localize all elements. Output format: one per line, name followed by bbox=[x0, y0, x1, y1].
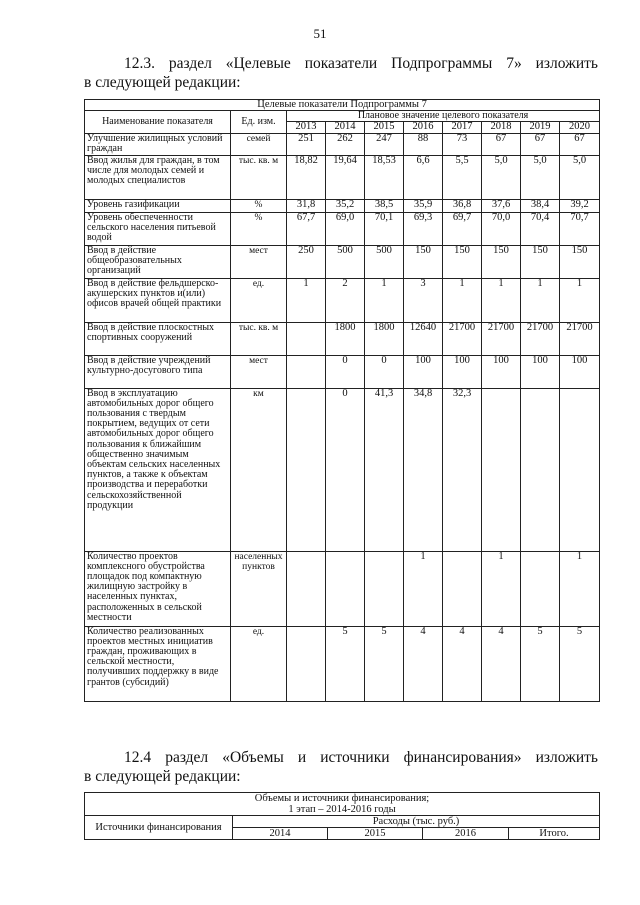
indicator-unit: ед. bbox=[231, 278, 287, 322]
indicator-value: 1 bbox=[482, 551, 521, 626]
year-header: 2017 bbox=[443, 122, 482, 133]
word: и bbox=[297, 749, 307, 766]
indicator-value: 1800 bbox=[365, 322, 404, 355]
indicator-row bbox=[85, 133, 600, 155]
indicator-value: 4 bbox=[482, 626, 521, 701]
indicator-value: 100 bbox=[560, 355, 600, 388]
indicator-value: 31,8 bbox=[287, 199, 326, 212]
indicator-unit: мест bbox=[231, 355, 287, 388]
word: раздел bbox=[168, 55, 212, 72]
indicator-value: 19,64 bbox=[326, 155, 365, 199]
indicator-value: 70,7 bbox=[560, 212, 600, 245]
indicator-value: 1 bbox=[560, 278, 600, 322]
indicator-value bbox=[521, 551, 560, 626]
word: изложить bbox=[535, 749, 598, 766]
indicator-value: 67,7 bbox=[287, 212, 326, 245]
indicator-value: 41,3 bbox=[365, 388, 404, 551]
indicator-name: Улучшение жилищных условий граждан bbox=[85, 133, 231, 155]
indicator-value: 73 bbox=[443, 133, 482, 155]
finance-total-header: Итого. bbox=[509, 828, 600, 840]
indicator-value bbox=[560, 388, 600, 551]
indicator-value bbox=[287, 355, 326, 388]
indicator-value: 100 bbox=[404, 355, 443, 388]
word: раздел bbox=[165, 749, 209, 766]
indicator-value: 251 bbox=[287, 133, 326, 155]
indicator-value: 1 bbox=[404, 551, 443, 626]
column-header-costs: Расходы (тыс. руб.) bbox=[233, 816, 600, 828]
year-header: 2018 bbox=[482, 122, 521, 133]
finance-caption-line-2: 1 этап – 2014-2016 годы bbox=[288, 804, 396, 815]
indicator-value: 1 bbox=[365, 278, 404, 322]
indicator-unit: км bbox=[231, 388, 287, 551]
indicator-value: 1 bbox=[482, 278, 521, 322]
indicator-unit: ед. bbox=[231, 626, 287, 701]
word: 12.3. bbox=[124, 55, 155, 72]
indicator-value: 150 bbox=[560, 245, 600, 278]
year-header: 2013 bbox=[287, 122, 326, 133]
indicator-value bbox=[287, 388, 326, 551]
indicator-value: 34,8 bbox=[404, 388, 443, 551]
indicator-name: Ввод в действие общеобразовательных организаций bbox=[85, 245, 231, 278]
word: источники bbox=[320, 749, 390, 766]
indicator-value: 12640 bbox=[404, 322, 443, 355]
word: «Целевые bbox=[225, 55, 291, 72]
indicator-value: 35,9 bbox=[404, 199, 443, 212]
indicator-value: 4 bbox=[404, 626, 443, 701]
year-header: 2014 bbox=[326, 122, 365, 133]
targets-table bbox=[84, 99, 600, 702]
indicator-value bbox=[287, 551, 326, 626]
indicator-value: 70,0 bbox=[482, 212, 521, 245]
indicator-value bbox=[326, 551, 365, 626]
indicator-row bbox=[85, 212, 600, 245]
indicator-value: 35,2 bbox=[326, 199, 365, 212]
indicator-name: Ввод в действие учреждений культурно-досугового типа bbox=[85, 355, 231, 388]
year-header: 2016 bbox=[404, 122, 443, 133]
column-header-plan: Плановое значение целевого показателя bbox=[287, 111, 600, 122]
indicator-name: Уровень обеспеченности сельского населения питьевой водой bbox=[85, 212, 231, 245]
indicator-value bbox=[482, 388, 521, 551]
indicator-value: 1 bbox=[287, 278, 326, 322]
indicator-name: Ввод жилья для граждан, в том числе для молодых семей и молодых специалистов bbox=[85, 155, 231, 199]
column-header-sources: Источники финансирования bbox=[85, 816, 233, 840]
indicator-value: 69,7 bbox=[443, 212, 482, 245]
indicator-row bbox=[85, 355, 600, 388]
indicator-unit: тыс. кв. м bbox=[231, 322, 287, 355]
indicator-value: 37,6 bbox=[482, 199, 521, 212]
indicator-value: 39,2 bbox=[560, 199, 600, 212]
indicator-row bbox=[85, 155, 600, 199]
indicator-value: 67 bbox=[560, 133, 600, 155]
indicator-value bbox=[287, 322, 326, 355]
indicator-value: 250 bbox=[287, 245, 326, 278]
column-header-unit: Ед. изм. bbox=[231, 111, 287, 133]
indicator-value: 21700 bbox=[521, 322, 560, 355]
indicator-value: 38,5 bbox=[365, 199, 404, 212]
indicator-value: 5 bbox=[326, 626, 365, 701]
year-header: 2015 bbox=[365, 122, 404, 133]
word: Подпрограммы bbox=[391, 55, 493, 72]
indicator-value: 0 bbox=[365, 355, 404, 388]
section-12-3-paragraph bbox=[84, 54, 598, 92]
indicator-value: 5 bbox=[521, 626, 560, 701]
finance-year-header: 2015 bbox=[328, 828, 423, 840]
indicator-value: 67 bbox=[521, 133, 560, 155]
year-header: 2020 bbox=[560, 122, 600, 133]
indicator-value: 1800 bbox=[326, 322, 365, 355]
indicator-row bbox=[85, 626, 600, 701]
indicator-unit: тыс. кв. м bbox=[231, 155, 287, 199]
paragraph-line: в следующей редакции: bbox=[84, 74, 241, 91]
finance-table bbox=[84, 792, 600, 840]
indicator-name: Количество реализованных проектов местных инициатив граждан, проживающих в сельской местности, получивших поддержку в виде грантов (субсидий) bbox=[85, 626, 231, 701]
finance-table-caption bbox=[85, 793, 600, 816]
indicator-value: 150 bbox=[521, 245, 560, 278]
indicator-value: 32,3 bbox=[443, 388, 482, 551]
indicator-value: 5,0 bbox=[482, 155, 521, 199]
indicator-unit: семей bbox=[231, 133, 287, 155]
indicator-value bbox=[287, 626, 326, 701]
indicator-value: 150 bbox=[482, 245, 521, 278]
indicator-row bbox=[85, 388, 600, 551]
indicator-value: 500 bbox=[326, 245, 365, 278]
indicator-value: 100 bbox=[443, 355, 482, 388]
word: 7» bbox=[506, 55, 522, 72]
indicator-value: 67 bbox=[482, 133, 521, 155]
indicator-value: 69,3 bbox=[404, 212, 443, 245]
indicator-value bbox=[443, 551, 482, 626]
indicator-value: 6,6 bbox=[404, 155, 443, 199]
indicator-value: 2 bbox=[326, 278, 365, 322]
indicator-value bbox=[365, 551, 404, 626]
indicator-value: 36,8 bbox=[443, 199, 482, 212]
indicator-value: 5 bbox=[560, 626, 600, 701]
indicator-value: 18,82 bbox=[287, 155, 326, 199]
indicator-value: 5,0 bbox=[560, 155, 600, 199]
indicator-value: 150 bbox=[443, 245, 482, 278]
word: «Объемы bbox=[222, 749, 284, 766]
indicator-value: 38,4 bbox=[521, 199, 560, 212]
column-header-name: Наименование показателя bbox=[85, 111, 231, 133]
paragraph-line bbox=[84, 54, 598, 73]
indicator-value: 70,1 bbox=[365, 212, 404, 245]
indicator-value: 5,0 bbox=[521, 155, 560, 199]
indicator-value: 1 bbox=[521, 278, 560, 322]
indicator-value: 0 bbox=[326, 388, 365, 551]
indicator-name: Уровень газификации bbox=[85, 199, 231, 212]
indicator-unit: мест bbox=[231, 245, 287, 278]
indicator-value: 1 bbox=[560, 551, 600, 626]
targets-table-caption: Целевые показатели Подпрограммы 7 bbox=[85, 100, 600, 111]
indicator-value: 70,4 bbox=[521, 212, 560, 245]
indicator-value: 21700 bbox=[482, 322, 521, 355]
word: финансирования» bbox=[403, 749, 522, 766]
indicator-value: 0 bbox=[326, 355, 365, 388]
indicator-value: 3 bbox=[404, 278, 443, 322]
indicator-value: 21700 bbox=[560, 322, 600, 355]
indicator-row bbox=[85, 278, 600, 322]
indicator-name: Ввод в действие плоскостных спортивных сооружений bbox=[85, 322, 231, 355]
finance-year-header: 2014 bbox=[233, 828, 328, 840]
indicator-row bbox=[85, 199, 600, 212]
year-header: 2019 bbox=[521, 122, 560, 133]
indicator-row bbox=[85, 551, 600, 626]
indicator-unit: % bbox=[231, 212, 287, 245]
indicator-value: 18,53 bbox=[365, 155, 404, 199]
indicator-value: 247 bbox=[365, 133, 404, 155]
indicator-name: Ввод в действие фельдшерско-акушерских пунктов и(или) офисов врачей общей практики bbox=[85, 278, 231, 322]
indicator-value: 500 bbox=[365, 245, 404, 278]
page-number: 51 bbox=[313, 26, 327, 41]
indicator-value: 5 bbox=[365, 626, 404, 701]
paragraph-line bbox=[84, 748, 598, 767]
indicator-value: 21700 bbox=[443, 322, 482, 355]
indicator-value: 88 bbox=[404, 133, 443, 155]
indicator-value: 69,0 bbox=[326, 212, 365, 245]
indicator-value: 100 bbox=[482, 355, 521, 388]
indicator-name: Количество проектов комплексного обустройства площадок под компактную жилищную застройку в населенных пунктах, расположенных в сельской местности bbox=[85, 551, 231, 626]
indicator-unit: населенных пунктов bbox=[231, 551, 287, 626]
indicator-name: Ввод в эксплуатацию автомобильных дорог общего пользования с твердым покрытием, ведущих от сети автомобильных дорог общего пользования к ближайшим общественно значимым объектам сельских населенных пунктов, а также к объектам производства и переработки сельскохозяйственной продукции bbox=[85, 388, 231, 551]
indicator-row bbox=[85, 245, 600, 278]
indicator-value: 150 bbox=[404, 245, 443, 278]
indicator-value: 1 bbox=[443, 278, 482, 322]
finance-caption-line-1: Объемы и источники финансирования; bbox=[254, 793, 430, 804]
indicator-value: 262 bbox=[326, 133, 365, 155]
indicator-value: 5,5 bbox=[443, 155, 482, 199]
section-12-4-paragraph bbox=[84, 748, 598, 786]
indicator-value: 4 bbox=[443, 626, 482, 701]
word: 12.4 bbox=[124, 749, 152, 766]
finance-year-header: 2016 bbox=[423, 828, 509, 840]
word: изложить bbox=[535, 55, 598, 72]
indicator-value bbox=[521, 388, 560, 551]
paragraph-line: в следующей редакции: bbox=[84, 768, 241, 785]
indicator-unit: % bbox=[231, 199, 287, 212]
indicator-row bbox=[85, 322, 600, 355]
word: показатели bbox=[304, 55, 378, 72]
indicator-value: 100 bbox=[521, 355, 560, 388]
